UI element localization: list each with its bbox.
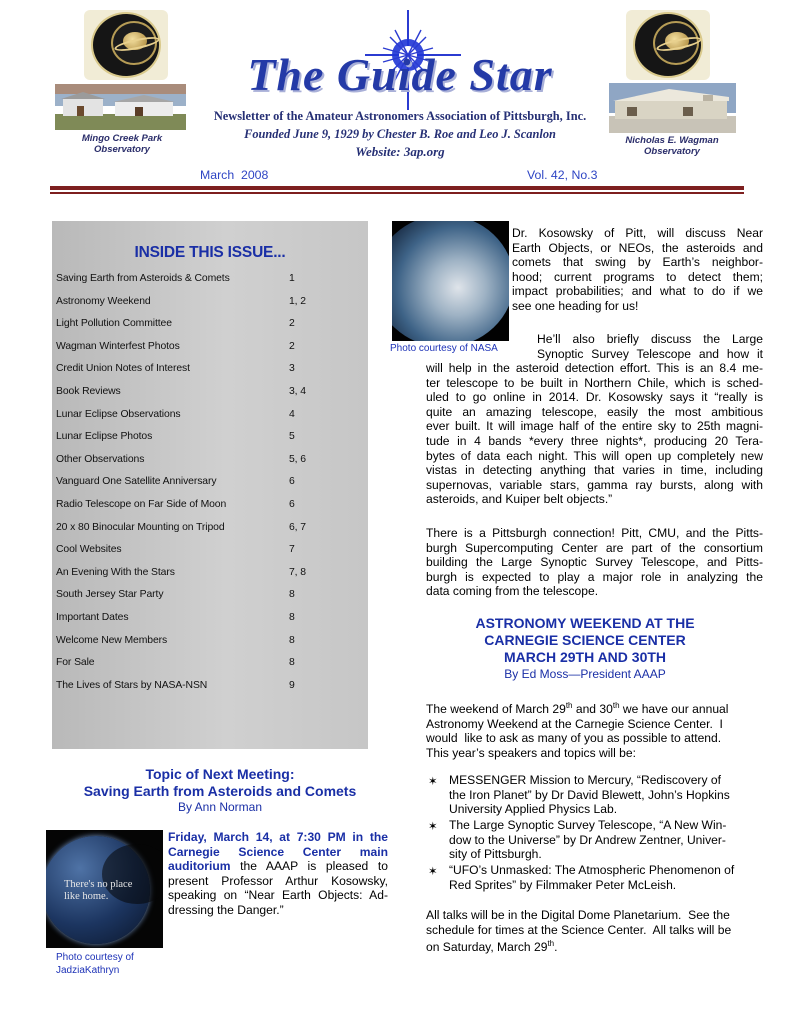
header-divider-top	[50, 186, 744, 190]
weekend-closing: All talks will be in the Digital Dome Planetarium. See the schedule for times at the Science Center. All talks will be on Saturday, March 29th.	[426, 908, 732, 955]
earth-icon	[392, 221, 509, 341]
earth-nasa-photo	[392, 221, 509, 341]
bullet-star-icon: ✶	[428, 821, 438, 833]
meeting-heading: Topic of Next Meeting: Saving Earth from Asteroids and Comets	[83, 766, 357, 799]
toc-item[interactable]: Important Dates 8	[56, 612, 295, 623]
newsletter-subtitle: Newsletter of the Amateur Astronomers Association of Pittsburgh, Inc.	[213, 109, 587, 123]
website-line[interactable]: Website: 3ap.org	[355, 144, 445, 159]
wagman-observatory-photo	[609, 83, 736, 133]
toc-item[interactable]: The Lives of Stars by NASA-NSN 9	[56, 679, 295, 691]
nasa-photo-caption: Photo courtesy of NASA	[390, 343, 498, 354]
speaker-item: The Large Synoptic Survey Telescope, “A New Win- dow to the Universe” by Dr Andrew Zentner, Univer- sity of Pittsburgh.	[449, 818, 727, 862]
toc-item[interactable]: Wagman Winterfest Photos 2	[56, 340, 295, 352]
toc-item[interactable]: Lunar Eclipse Observations 4	[56, 408, 295, 420]
toc-item[interactable]: Welcome New Members 8	[56, 634, 295, 646]
mingo-creek-observatory-photo	[55, 84, 186, 130]
earth-from-moon-photo	[46, 830, 163, 948]
header-divider-bottom	[50, 192, 744, 194]
toc-item[interactable]: For Sale 8	[56, 657, 295, 669]
toc-heading: INSIDE THIS ISSUE...	[134, 244, 286, 261]
toc-item[interactable]: Saving Earth from Asteroids & Comets 1	[56, 273, 295, 284]
newsletter-title: The Guide Star	[247, 49, 553, 100]
toc-item[interactable]: Light Pollution Committee 2	[56, 318, 295, 330]
right-observatory-caption: Nicholas E. Wagman Observatory	[625, 135, 719, 157]
toc-item[interactable]: Credit Union Notes of Interest 3	[56, 363, 295, 375]
meeting-paragraph: Friday, March 14, at 7:30 PM in the Carnegie Science Center main auditorium the AAAP is pleased to present Professor Arthur Kosowsky, speaking on “Near Earth Objects: Ad- dressing the Danger.”	[168, 830, 388, 917]
bullet-star-icon: ✶	[428, 866, 438, 878]
toc-item[interactable]: Lunar Eclipse Photos 5	[56, 431, 295, 443]
aaap-seal-left	[84, 10, 168, 80]
speaker-item: MESSENGER Mission to Mercury, “Rediscovery of the Iron Planet” by Dr David Blewett, John’s Hopkins University Applied Physics Lab.	[449, 773, 730, 817]
article-paragraph-3: There is a Pittsburgh connection! Pitt, CMU, and the Pitts- burgh Supercomputing Center are part of the consortium building the Large Synoptic Survey Telescope, and Pitts- burgh is expected to play a major role in analyzing the data coming from the telescope.	[426, 526, 763, 599]
weekend-intro: The weekend of March 29th and 30th we have our annual Astronomy Weekend at the Carnegie Science Center. I would like to ask as many of you as possible to attend. This year’s speakers and topics will be:	[426, 701, 729, 760]
issue-volume: Vol. 42, No.3	[527, 168, 598, 182]
toc-item[interactable]: 20 x 80 Binocular Mounting on Tripod 6, 7	[56, 521, 306, 533]
bullet-star-icon: ✶	[428, 776, 438, 788]
toc-item[interactable]: Radio Telescope on Far Side of Moon 6	[56, 499, 295, 510]
meeting-byline: By Ann Norman	[177, 800, 263, 814]
speaker-item: “UFO’s Unmasked: The Atmospheric Phenomenon of Red Sprites” by Filmmaker Peter McLeish.	[449, 863, 735, 892]
article-paragraph-2: will help in the asteroid detection effort. This is an 8.4 me- ter telescope to be built in Northern Chile, which is sched- uled to go online in 2014. Dr. Kosowsky says it “really is quite an amazing telescope, easily the most ambitious ever built. It will image half of the entire sky to 25th magni- tude in 4 bands *every three nights*, producing 20 Tera- bytes of data each night. This will open up completely new vistas in detecting anything that varies in time, including supernovas, variable stars, gamma ray bursts, along with asteroids, and Kuiper belt objects.”	[426, 361, 763, 507]
toc-item[interactable]: Astronomy Weekend 1, 2	[56, 295, 306, 307]
toc-item[interactable]: Other Observations 5, 6	[56, 453, 306, 465]
photo-overlay-text: There's no place like home.	[64, 879, 133, 902]
left-observatory-caption: Mingo Creek Park Observatory	[81, 133, 163, 155]
toc-item[interactable]: South Jersey Star Party 8	[56, 589, 295, 601]
toc-item[interactable]: An Evening With the Stars 7, 8	[56, 566, 306, 578]
article-paragraph-1: Dr. Kosowsky of Pitt, will discuss Near Earth Objects, or NEOs, the asteroids and comets that swing by Earth’s neighbor- hood; current programs to detect them; impact probabilities; and what to do if we see one heading for us!	[512, 226, 763, 313]
aaap-seal-right	[626, 10, 710, 80]
meeting-photo-caption: Photo courtesy of JadziaKathryn	[56, 952, 134, 976]
toc-item[interactable]: Book Reviews 3, 4	[56, 386, 306, 397]
weekend-byline: By Ed Moss—President AAAP	[504, 667, 666, 681]
issue-date: March 2008	[200, 168, 269, 182]
article-paragraph-2-indent: He’ll also briefly discuss the Large Synoptic Survey Telescope and how it	[537, 332, 763, 361]
toc-item[interactable]: Vanguard One Satellite Anniversary 6	[56, 476, 295, 488]
toc-item[interactable]: Cool Websites 7	[56, 544, 295, 556]
founded-line: Founded June 9, 1929 by Chester B. Roe and Leo J. Scanlon	[244, 127, 556, 141]
weekend-heading: ASTRONOMY WEEKEND AT THE CARNEGIE SCIENCE CENTER MARCH 29TH AND 30TH	[475, 615, 695, 665]
